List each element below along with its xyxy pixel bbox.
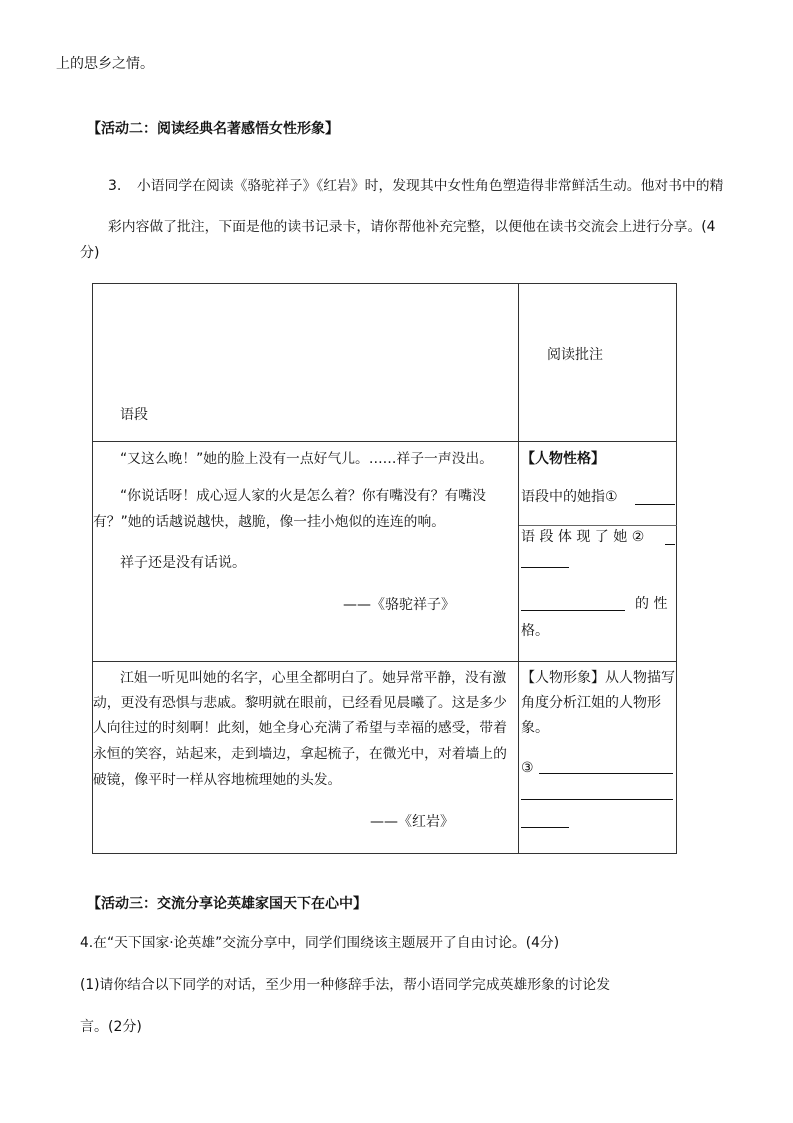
row1-note-line-4: 格。 (521, 623, 549, 639)
row2-note-line-2: 角度分析江姐的人物形 (521, 695, 661, 711)
activity3-title: 【活动三：交流分享论英雄家国天下在心中】 (87, 896, 367, 912)
question-3-line-2: 彩内容做了批注，下面是他的读书记录卡，请你帮他补充完整，以便他在读书交流会上进行分享。(4 (108, 219, 716, 235)
blank-1[interactable] (635, 504, 675, 505)
question-3-line-3: 分) (80, 245, 100, 261)
row1-note-divider (519, 525, 677, 526)
question-3-line-1: 小语同学在阅读《骆驼祥子》《红岩》时，发现其中女性角色塑造得非常鲜活生动。他对书中的精 (137, 178, 724, 194)
row2-annotation-cell (519, 662, 677, 854)
row2-note-line-1: 【人物形象】从人物描写 (521, 670, 675, 686)
blank-2a[interactable] (665, 544, 675, 545)
row1-paragraph-2a: “你说话呀！成心逗人家的火是怎么着？你有嘴没有？有嘴没 (120, 488, 486, 504)
question-4-sub1-line-1: (1)请你结合以下同学的对话，至少用一种修辞手法，帮小语同学完成英雄形象的讨论发 (80, 977, 611, 993)
header-annotation-label: 阅读批注 (547, 347, 603, 363)
row1-note-line-2: 语 段 体 现 了 她 ② (521, 529, 645, 545)
blank-2c[interactable] (521, 610, 625, 611)
header-cell-passage (93, 284, 519, 442)
reading-record-card (92, 283, 677, 854)
row2-passage-cell (93, 662, 519, 854)
blank-2b[interactable] (521, 567, 569, 568)
row2-line-5: 破镜，像平时一样从容地梳理她的头发。 (93, 772, 342, 788)
blank-3b[interactable] (521, 799, 673, 800)
row1-passage-cell (93, 442, 519, 662)
row2-line-1: 江姐一听见叫她的名字，心里全都明白了。她异常平静，没有激 (120, 670, 507, 686)
blank-3a[interactable] (539, 773, 673, 774)
row2-note-line-4: ③ (521, 760, 534, 776)
question-4-sub1-line-2: 言。(2分) (80, 1019, 142, 1035)
row2-source: ——《红岩》 (370, 814, 454, 830)
top-line: 上的思乡之情。 (56, 56, 154, 72)
row1-note-line-1: 语段中的她指① (521, 489, 618, 505)
header-cell-annotation (519, 284, 677, 442)
question-4-line-1: 4.在“天下国家·论英雄”交流分享中，同学们围绕该主题展开了自由讨论。(4分) (80, 935, 560, 951)
row1-note-line-3-suffix: 的 性 (635, 596, 668, 612)
row2-note-line-3: 象。 (521, 720, 549, 736)
row1-paragraph-1: “又这么晚！”她的脸上没有一点好气儿。……祥子一声没出。 (120, 451, 494, 467)
row1-paragraph-2b: 有？”她的话越说越快，越脆，像一挂小炮似的连连的响。 (93, 514, 446, 530)
row1-source: ——《骆驼祥子》 (343, 597, 455, 613)
question-3-number: 3. (108, 178, 122, 194)
blank-3c[interactable] (521, 827, 569, 828)
row2-line-3: 人向往过的时刻啊！此刻，她全身心充满了希望与幸福的感受，带着 (93, 720, 507, 736)
row2-line-2: 动，更没有恐惧与悲戚。黎明就在眼前，已经看见晨曦了。这是多少 (93, 695, 507, 711)
row1-note-title: 【人物性格】 (521, 451, 605, 467)
activity2-title: 【活动二：阅读经典名著感悟女性形象】 (87, 121, 339, 137)
row2-line-4: 永恒的笑容，站起来，走到墙边，拿起梳子，在微光中，对着墙上的 (93, 746, 507, 762)
header-passage-label: 语段 (120, 407, 148, 423)
row1-annotation-cell (519, 442, 677, 662)
row1-paragraph-3: 祥子还是没有话说。 (120, 555, 246, 571)
